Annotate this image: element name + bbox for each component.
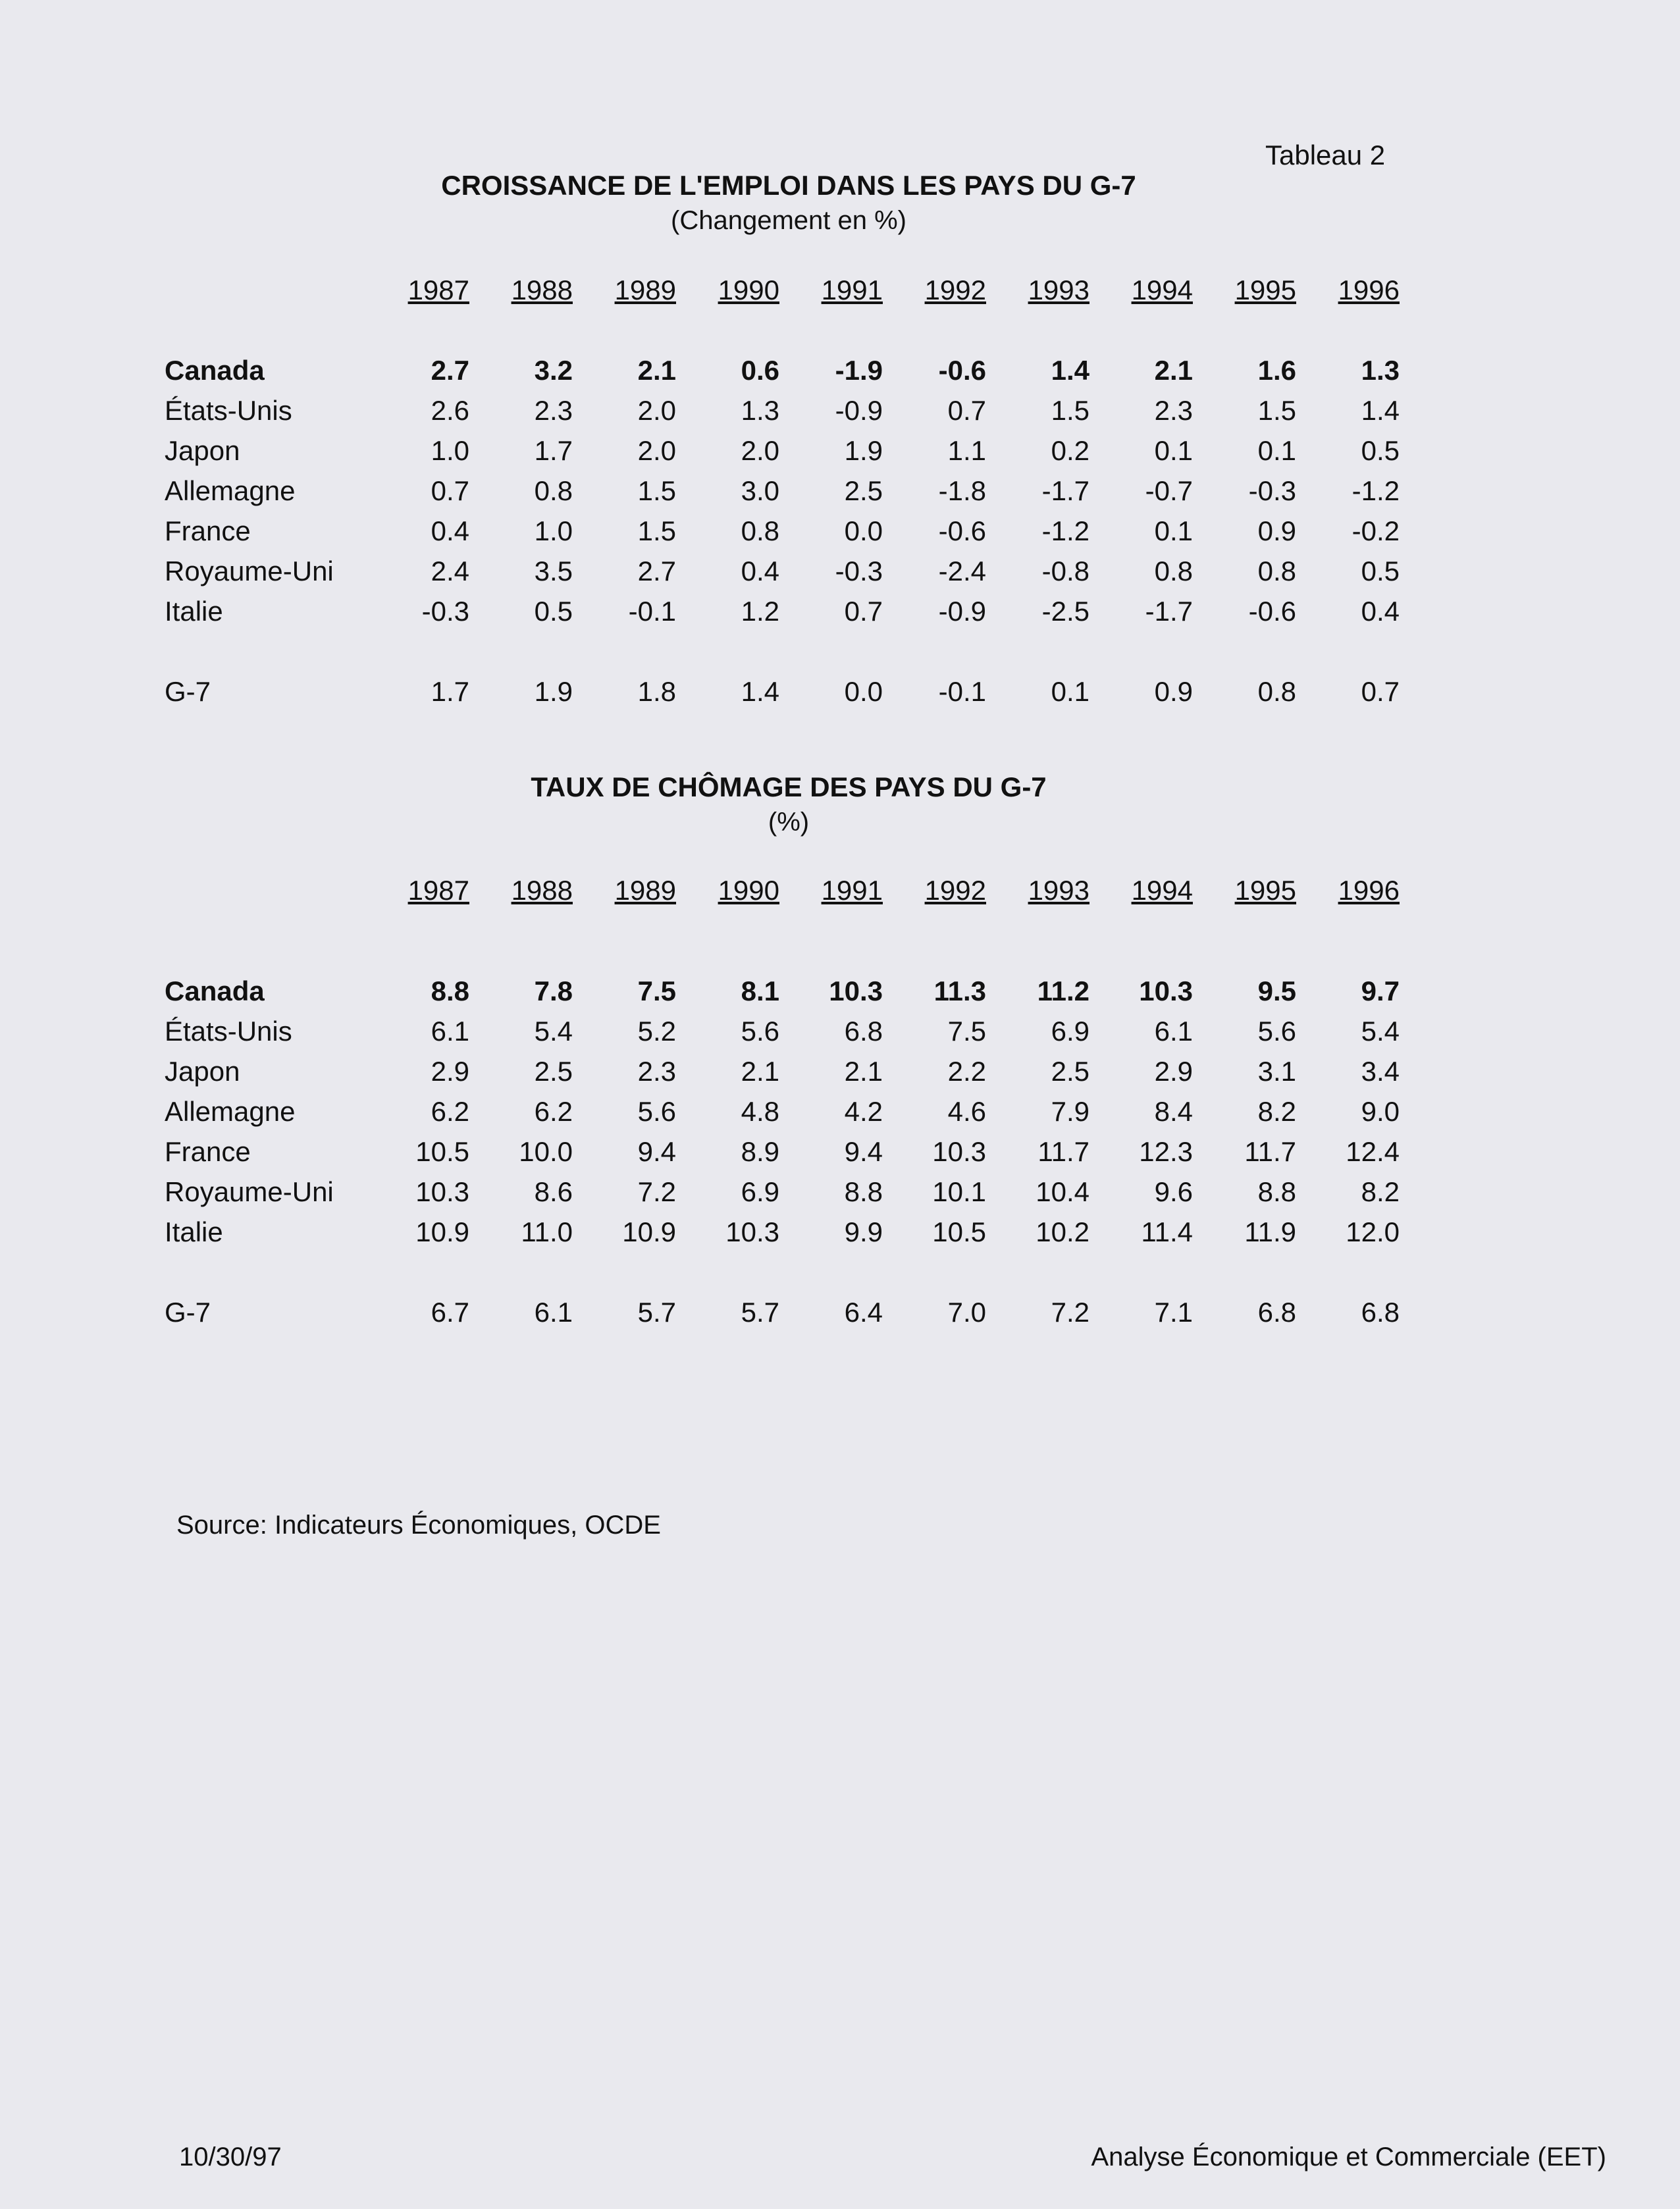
value-cell: 11.2 bbox=[1037, 975, 1089, 1006]
table-number: Tableau 2 bbox=[1265, 140, 1386, 170]
value-cell: 0.7 bbox=[1361, 675, 1400, 707]
value-cell: -1.2 bbox=[1352, 475, 1400, 506]
value-cell: 7.5 bbox=[637, 975, 676, 1006]
country-label: Canada bbox=[165, 354, 265, 386]
value-cell: 10.5 bbox=[415, 1135, 469, 1167]
country-label: G-7 bbox=[165, 1296, 211, 1328]
value-cell: 7.2 bbox=[1051, 1296, 1089, 1328]
value-cell: 8.2 bbox=[1361, 1176, 1400, 1207]
country-label: États-Unis bbox=[165, 394, 292, 426]
table-row bbox=[165, 390, 1400, 430]
value-cell: -1.9 bbox=[835, 354, 883, 386]
country-label: Allemagne bbox=[165, 475, 296, 506]
value-cell: 9.0 bbox=[1361, 1095, 1400, 1127]
value-cell: 11.7 bbox=[1037, 1135, 1089, 1167]
value-cell: 11.3 bbox=[933, 975, 986, 1006]
table-row bbox=[165, 971, 1400, 1011]
year-header: 1994 bbox=[1131, 274, 1193, 305]
value-cell: -0.6 bbox=[1248, 595, 1296, 627]
year-header: 1994 bbox=[1131, 874, 1193, 906]
value-cell: 0.2 bbox=[1051, 434, 1089, 466]
value-cell: -0.3 bbox=[1248, 475, 1296, 506]
value-cell: 11.7 bbox=[1244, 1135, 1296, 1167]
value-cell: 8.8 bbox=[844, 1176, 883, 1207]
value-cell: 3.2 bbox=[534, 354, 573, 386]
value-cell: 0.8 bbox=[1257, 675, 1296, 707]
footer-date: 10/30/97 bbox=[179, 2143, 282, 2171]
table-row bbox=[165, 1212, 1400, 1252]
value-cell: 8.8 bbox=[1257, 1176, 1296, 1207]
value-cell: -0.9 bbox=[938, 595, 986, 627]
value-cell: 10.3 bbox=[932, 1135, 986, 1167]
value-cell: 1.2 bbox=[741, 595, 779, 627]
value-cell: 9.4 bbox=[844, 1135, 883, 1167]
employment-growth-table bbox=[165, 270, 1400, 712]
value-cell: 8.8 bbox=[431, 975, 469, 1006]
value-cell: 3.1 bbox=[1257, 1055, 1296, 1087]
country-label: Royaume-Uni bbox=[165, 555, 334, 586]
value-cell: 9.7 bbox=[1361, 975, 1400, 1006]
value-cell: -0.3 bbox=[835, 555, 883, 586]
unemployment-rate-subtitle: (%) bbox=[768, 808, 810, 837]
unemployment-rate-table bbox=[165, 870, 1400, 1332]
value-cell: 6.9 bbox=[1051, 1015, 1089, 1047]
value-cell: 6.7 bbox=[431, 1296, 469, 1328]
value-cell: 0.9 bbox=[1257, 515, 1296, 546]
value-cell: -1.7 bbox=[1041, 475, 1089, 506]
value-cell: 6.1 bbox=[431, 1015, 469, 1047]
value-cell: 6.8 bbox=[1361, 1296, 1400, 1328]
value-cell: 1.0 bbox=[534, 515, 573, 546]
value-cell: 7.8 bbox=[534, 975, 573, 1006]
value-cell: 1.3 bbox=[741, 394, 779, 426]
value-cell: 6.1 bbox=[1154, 1015, 1193, 1047]
value-cell: 10.3 bbox=[829, 975, 883, 1006]
value-cell: -0.3 bbox=[421, 595, 469, 627]
value-cell: 1.9 bbox=[534, 675, 573, 707]
value-cell: 1.9 bbox=[844, 434, 883, 466]
value-cell: 4.8 bbox=[741, 1095, 779, 1127]
table-row bbox=[165, 471, 1400, 511]
value-cell: 2.6 bbox=[431, 394, 469, 426]
value-cell: 0.7 bbox=[844, 595, 883, 627]
year-header: 1990 bbox=[718, 274, 779, 305]
value-cell: 0.4 bbox=[741, 555, 779, 586]
value-cell: 8.6 bbox=[534, 1176, 573, 1207]
value-cell: 9.6 bbox=[1154, 1176, 1193, 1207]
value-cell: 8.2 bbox=[1257, 1095, 1296, 1127]
value-cell: 6.2 bbox=[431, 1095, 469, 1127]
value-cell: 0.8 bbox=[1257, 555, 1296, 586]
value-cell: 2.3 bbox=[1154, 394, 1193, 426]
value-cell: 1.4 bbox=[741, 675, 779, 707]
value-cell: 10.2 bbox=[1036, 1216, 1089, 1247]
year-header: 1992 bbox=[924, 874, 986, 906]
value-cell: 0.5 bbox=[1361, 555, 1400, 586]
value-cell: 9.9 bbox=[844, 1216, 883, 1247]
table-row bbox=[165, 1292, 1400, 1332]
value-cell: 2.3 bbox=[637, 1055, 676, 1087]
value-cell: 0.4 bbox=[1361, 595, 1400, 627]
value-cell: 1.5 bbox=[637, 515, 676, 546]
value-cell: 10.3 bbox=[1139, 975, 1193, 1006]
table-row bbox=[165, 1051, 1400, 1091]
value-cell: -0.1 bbox=[938, 675, 986, 707]
table-row bbox=[165, 1172, 1400, 1212]
value-cell: 5.7 bbox=[741, 1296, 779, 1328]
value-cell: 5.6 bbox=[741, 1015, 779, 1047]
country-label: Japon bbox=[165, 1055, 240, 1087]
year-header: 1992 bbox=[924, 274, 986, 305]
value-cell: -2.5 bbox=[1041, 595, 1089, 627]
value-cell: 0.5 bbox=[534, 595, 573, 627]
value-cell: -0.1 bbox=[628, 595, 676, 627]
country-label: G-7 bbox=[165, 675, 211, 707]
value-cell: 2.5 bbox=[844, 475, 883, 506]
value-cell: 2.2 bbox=[947, 1055, 986, 1087]
value-cell: 2.1 bbox=[1154, 354, 1193, 386]
value-cell: 5.6 bbox=[1257, 1015, 1296, 1047]
year-header: 1995 bbox=[1234, 274, 1296, 305]
value-cell: 7.2 bbox=[637, 1176, 676, 1207]
country-label: Royaume-Uni bbox=[165, 1176, 334, 1207]
value-cell: -0.6 bbox=[938, 354, 986, 386]
source-note: Source: Indicateurs Économiques, OCDE bbox=[176, 1511, 661, 1540]
value-cell: 10.9 bbox=[415, 1216, 469, 1247]
value-cell: 6.2 bbox=[534, 1095, 573, 1127]
table-row bbox=[165, 551, 1400, 591]
header-blank bbox=[165, 270, 366, 310]
value-cell: -0.7 bbox=[1145, 475, 1193, 506]
year-header: 1996 bbox=[1338, 274, 1400, 305]
value-cell: 7.9 bbox=[1051, 1095, 1089, 1127]
value-cell: 0.9 bbox=[1154, 675, 1193, 707]
value-cell: -0.6 bbox=[938, 515, 986, 546]
value-cell: 0.4 bbox=[431, 515, 469, 546]
header-row bbox=[165, 270, 1400, 310]
value-cell: -1.7 bbox=[1145, 595, 1193, 627]
value-cell: 2.5 bbox=[1051, 1055, 1089, 1087]
value-cell: 10.0 bbox=[519, 1135, 573, 1167]
value-cell: 0.6 bbox=[741, 354, 779, 386]
country-label: États-Unis bbox=[165, 1015, 292, 1047]
year-header: 1987 bbox=[407, 874, 469, 906]
country-label: Canada bbox=[165, 975, 265, 1006]
value-cell: 11.9 bbox=[1244, 1216, 1296, 1247]
table-row bbox=[165, 430, 1400, 471]
value-cell: 12.0 bbox=[1346, 1216, 1400, 1247]
value-cell: 0.1 bbox=[1257, 434, 1296, 466]
year-header: 1989 bbox=[614, 274, 676, 305]
value-cell: 8.1 bbox=[741, 975, 779, 1006]
value-cell: 5.6 bbox=[637, 1095, 676, 1127]
year-header: 1989 bbox=[614, 874, 676, 906]
year-header: 1991 bbox=[821, 274, 883, 305]
value-cell: 2.7 bbox=[431, 354, 469, 386]
value-cell: 7.0 bbox=[947, 1296, 986, 1328]
year-header: 1990 bbox=[718, 874, 779, 906]
value-cell: 2.1 bbox=[637, 354, 676, 386]
value-cell: 10.3 bbox=[725, 1216, 779, 1247]
value-cell: 10.3 bbox=[415, 1176, 469, 1207]
value-cell: 1.8 bbox=[637, 675, 676, 707]
value-cell: -1.8 bbox=[938, 475, 986, 506]
value-cell: 8.9 bbox=[741, 1135, 779, 1167]
country-label: Allemagne bbox=[165, 1095, 296, 1127]
value-cell: 1.6 bbox=[1257, 354, 1296, 386]
value-cell: 2.0 bbox=[637, 434, 676, 466]
country-label: Japon bbox=[165, 434, 240, 466]
value-cell: 1.7 bbox=[431, 675, 469, 707]
value-cell: 1.4 bbox=[1361, 394, 1400, 426]
value-cell: 6.8 bbox=[844, 1015, 883, 1047]
value-cell: -1.2 bbox=[1041, 515, 1089, 546]
value-cell: 6.8 bbox=[1257, 1296, 1296, 1328]
header-row bbox=[165, 870, 1400, 910]
value-cell: 0.0 bbox=[844, 675, 883, 707]
country-label: Italie bbox=[165, 595, 223, 627]
year-header: 1987 bbox=[407, 274, 469, 305]
value-cell: 0.8 bbox=[741, 515, 779, 546]
value-cell: 11.0 bbox=[521, 1216, 573, 1247]
value-cell: 10.1 bbox=[932, 1176, 986, 1207]
country-label: Italie bbox=[165, 1216, 223, 1247]
table-row bbox=[165, 1091, 1400, 1131]
table-row bbox=[165, 350, 1400, 390]
value-cell: 6.4 bbox=[844, 1296, 883, 1328]
value-cell: 2.0 bbox=[637, 394, 676, 426]
value-cell: 4.2 bbox=[844, 1095, 883, 1127]
year-header: 1993 bbox=[1028, 874, 1089, 906]
value-cell: 6.1 bbox=[534, 1296, 573, 1328]
value-cell: 7.5 bbox=[947, 1015, 986, 1047]
value-cell: 9.4 bbox=[637, 1135, 676, 1167]
value-cell: 0.8 bbox=[1154, 555, 1193, 586]
value-cell: 0.7 bbox=[431, 475, 469, 506]
value-cell: 10.9 bbox=[622, 1216, 676, 1247]
value-cell: 3.0 bbox=[741, 475, 779, 506]
value-cell: 11.4 bbox=[1141, 1216, 1193, 1247]
value-cell: 1.5 bbox=[1257, 394, 1296, 426]
value-cell: 5.4 bbox=[1361, 1015, 1400, 1047]
year-header: 1988 bbox=[511, 874, 573, 906]
value-cell: 2.5 bbox=[534, 1055, 573, 1087]
value-cell: -0.8 bbox=[1041, 555, 1089, 586]
year-header: 1988 bbox=[511, 274, 573, 305]
table-row bbox=[165, 1011, 1400, 1051]
year-header: 1996 bbox=[1338, 874, 1400, 906]
value-cell: 0.1 bbox=[1154, 515, 1193, 546]
value-cell: 4.6 bbox=[947, 1095, 986, 1127]
value-cell: 1.7 bbox=[534, 434, 573, 466]
value-cell: 1.0 bbox=[431, 434, 469, 466]
value-cell: 0.1 bbox=[1051, 675, 1089, 707]
value-cell: 1.5 bbox=[1051, 394, 1089, 426]
value-cell: 0.5 bbox=[1361, 434, 1400, 466]
value-cell: 2.0 bbox=[741, 434, 779, 466]
year-header: 1993 bbox=[1028, 274, 1089, 305]
value-cell: 0.0 bbox=[844, 515, 883, 546]
value-cell: 8.4 bbox=[1154, 1095, 1193, 1127]
value-cell: 9.5 bbox=[1257, 975, 1296, 1006]
value-cell: 2.9 bbox=[431, 1055, 469, 1087]
value-cell: 5.4 bbox=[534, 1015, 573, 1047]
unemployment-rate-title: TAUX DE CHÔMAGE DES PAYS DU G-7 bbox=[531, 771, 1047, 802]
employment-growth-subtitle: (Changement en %) bbox=[671, 206, 906, 235]
year-header: 1995 bbox=[1234, 874, 1296, 906]
value-cell: 5.2 bbox=[637, 1015, 676, 1047]
value-cell: 2.9 bbox=[1154, 1055, 1193, 1087]
value-cell: 2.4 bbox=[431, 555, 469, 586]
table-row bbox=[165, 671, 1400, 712]
value-cell: 1.5 bbox=[637, 475, 676, 506]
value-cell: 12.3 bbox=[1139, 1135, 1193, 1167]
value-cell: -0.9 bbox=[835, 394, 883, 426]
value-cell: 1.4 bbox=[1051, 354, 1089, 386]
value-cell: 2.1 bbox=[741, 1055, 779, 1087]
value-cell: 1.3 bbox=[1361, 354, 1400, 386]
value-cell: 3.4 bbox=[1361, 1055, 1400, 1087]
value-cell: -0.2 bbox=[1352, 515, 1400, 546]
country-label: France bbox=[165, 515, 251, 546]
value-cell: 12.4 bbox=[1346, 1135, 1400, 1167]
value-cell: 6.9 bbox=[741, 1176, 779, 1207]
country-label: France bbox=[165, 1135, 251, 1167]
value-cell: -2.4 bbox=[938, 555, 986, 586]
value-cell: 7.1 bbox=[1154, 1296, 1193, 1328]
value-cell: 0.8 bbox=[534, 475, 573, 506]
value-cell: 2.1 bbox=[844, 1055, 883, 1087]
header-blank bbox=[165, 870, 366, 910]
value-cell: 0.7 bbox=[947, 394, 986, 426]
value-cell: 10.4 bbox=[1036, 1176, 1089, 1207]
table-row bbox=[165, 511, 1400, 551]
value-cell: 0.1 bbox=[1154, 434, 1193, 466]
value-cell: 2.3 bbox=[534, 394, 573, 426]
table-row bbox=[165, 591, 1400, 631]
value-cell: 10.5 bbox=[932, 1216, 986, 1247]
table-row bbox=[165, 1131, 1400, 1172]
footer-organization: Analyse Économique et Commerciale (EET) bbox=[1091, 2143, 1606, 2171]
value-cell: 1.1 bbox=[947, 434, 986, 466]
value-cell: 3.5 bbox=[534, 555, 573, 586]
value-cell: 5.7 bbox=[637, 1296, 676, 1328]
value-cell: 2.7 bbox=[637, 555, 676, 586]
employment-growth-title: CROISSANCE DE L'EMPLOI DANS LES PAYS DU G-7 bbox=[441, 170, 1136, 201]
year-header: 1991 bbox=[821, 874, 883, 906]
